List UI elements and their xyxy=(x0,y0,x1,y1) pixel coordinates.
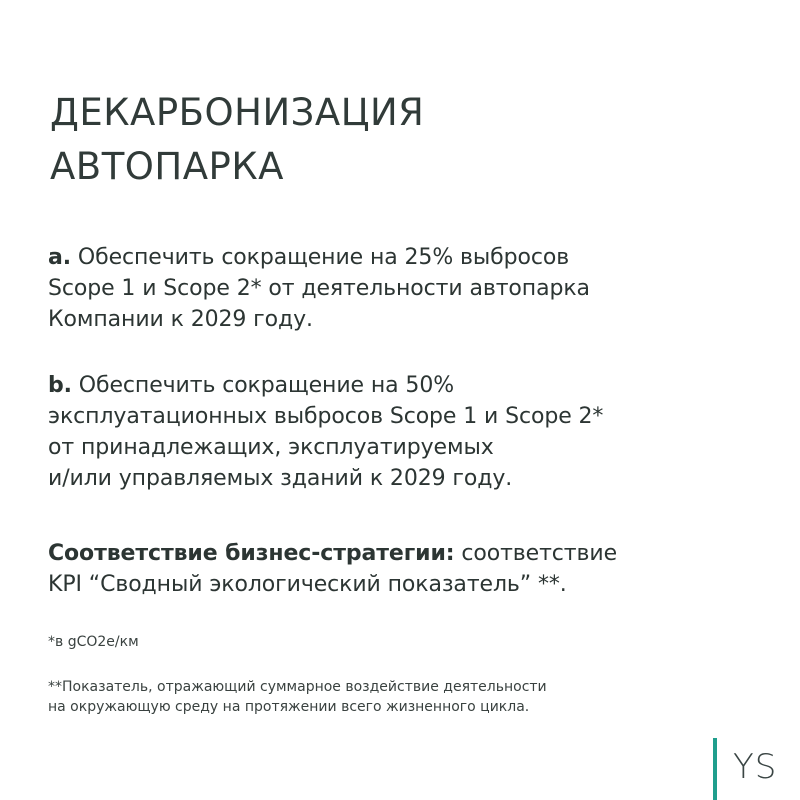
brand-accent-bar xyxy=(713,738,717,800)
goal-a-text-1: Обеспечить сокращение на 25% выбросов xyxy=(71,245,570,270)
goal-b-line-1 xyxy=(48,370,603,401)
alignment-line-1 xyxy=(48,538,617,569)
footnote-indicator-line-2: на окружающую среду на протяжении всего жизненного цикла. xyxy=(48,699,530,715)
goal-b-marker: b. xyxy=(48,373,72,398)
footnote-units-text: *в gCO2e/км xyxy=(48,634,139,650)
goal-a-line-2: Scope 1 и Scope 2* от деятельности автопарка xyxy=(48,276,590,301)
footnote-indicator xyxy=(48,677,547,717)
goal-b-line-4: и/или управляемых зданий к 2029 году. xyxy=(48,466,513,491)
alignment-text-1: соответствие xyxy=(454,541,618,566)
alignment-line-2: KPI “Сводный экологический показатель” **. xyxy=(48,572,567,597)
page-title-line-1: ДЕКАРБОНИЗАЦИЯ xyxy=(50,91,425,134)
page-title xyxy=(50,86,424,194)
goal-a-paragraph xyxy=(48,242,590,335)
footnote-units xyxy=(48,632,139,652)
goal-b-line-3: от принадлежащих, эксплуатируемых xyxy=(48,435,494,460)
alignment-label: Соответствие бизнес-стратегии: xyxy=(48,541,455,566)
alignment-paragraph xyxy=(48,538,617,600)
goal-a-line-3: Компании к 2029 году. xyxy=(48,307,313,332)
goal-a-line-1 xyxy=(48,242,590,273)
goal-b-paragraph xyxy=(48,370,603,494)
goal-a-marker: a. xyxy=(48,245,72,270)
goal-b-text-1: Обеспечить сокращение на 50% xyxy=(71,373,455,398)
footnote-indicator-line-1: **Показатель, отражающий суммарное воздействие деятельности xyxy=(48,679,547,695)
page-title-line-2: АВТОПАРКА xyxy=(50,145,284,188)
goal-b-line-2: эксплуатационных выбросов Scope 1 и Scope 2* xyxy=(48,404,604,429)
brand-logo: YS xyxy=(733,747,778,787)
